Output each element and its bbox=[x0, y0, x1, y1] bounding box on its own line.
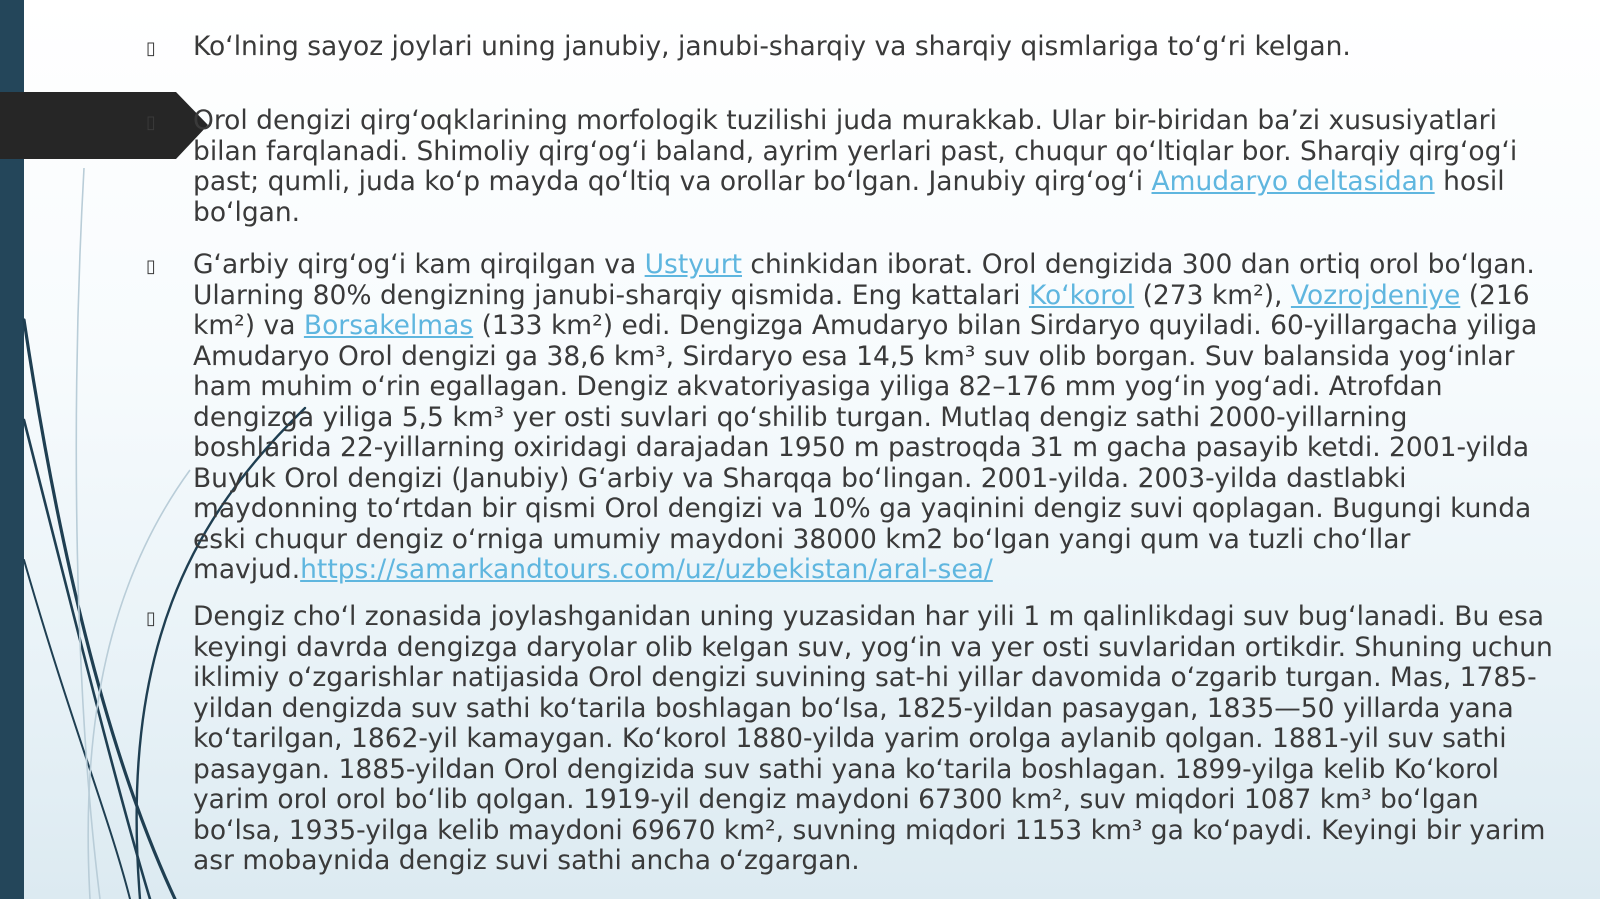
square-bullet-icon: ▯ bbox=[146, 256, 156, 277]
paragraph-text: (216 km²) va bbox=[193, 279, 1530, 341]
paragraph-3 bbox=[140, 250, 1553, 586]
link-vozrojdeniye[interactable]: Vozrojdeniye bbox=[1290, 279, 1461, 311]
paragraph-1 bbox=[140, 32, 1553, 63]
paragraph-text: Dengiz cho‘l zonasida joylashganidan uning yuzasidan har yili 1 m qalinlikdagi suv bug‘lanadi. Bu esa keyingi davrda dengizga daryolar olib kelgan suv, yog‘in va yer osti suvlaridan ortikdir. Shuning uchun iklimiy o‘zgarishlar natijasida Orol dengizi suvining sat-hi yillar davomida o‘zgarib turgan. Mas, 1785-yildan dengizda suv sathi ko‘tarila boshlagan bo‘lsa, 1825-yildan pasaygan, 1835—50 yillarda yana ko‘tarilgan, 1862-yil kamaygan. Ko‘korol 1880-yilda yarim orolga aylanib qolgan. 1881-yil suv sathi pasaygan. 1885-yildan Orol dengizida suv sathi yana ko‘tarila boshlagan. 1899-yilga kelib Ko‘korol yarim orol orol bo‘lib qolgan. 1919-yil dengiz maydoni 67300 km², suv miqdori 1087 km³ bo‘lgan bo‘lsa, 1935-yilga kelib maydoni 69670 km², suvning miqdori 1153 km³ ga ko‘paydi. Keyingi bir yarim asr mobaynida dengiz suvi sathi ancha o‘zgargan. bbox=[193, 601, 1553, 876]
square-bullet-icon: ▯ bbox=[146, 38, 156, 59]
link-samarkandtours[interactable]: https://samarkandtours.com/uz/uzbekistan/aral-sea/ bbox=[300, 554, 993, 585]
square-bullet-icon: ▯ bbox=[146, 608, 156, 629]
link-amudaryo-deltasidan[interactable]: Amudaryo deltasidan bbox=[1151, 166, 1435, 197]
paragraph-text: chinkidan iborat. Orol dengizida 300 dan ortiq orol bo‘lgan. Ularning 80% dengizning janubi-sharqiy qismida. Eng kattalari bbox=[193, 249, 1535, 311]
square-bullet-icon: ▯ bbox=[146, 112, 156, 133]
paragraph-text: G‘arbiy qirg‘og‘i kam qirqilgan va bbox=[193, 249, 645, 280]
paragraph-text: (133 km²) edi. Dengizga Amudaryo bilan Sirdaryo quyiladi. 60-yillargacha yiliga Amudaryo Orol dengizi ga 38,6 km³, Sirdaryo esa 14,5 km³ suv olib borgan. Suv balansida yog‘inlar ham muhim o‘rin egallagan. Dengiz akvatoriyasiga yiliga 82–176 mm yog‘in yog‘adi. Atrofdan dengizga yiliga 5,5 km³ yer osti suvlari qo‘shilib turgan. Mutlaq dengiz sathi 2000-yillarning boshlarida 22-yillarning oxiridagi darajadan 1950 m pastroqda 31 m gacha pasayib ketdi. 2001-yilda Buyuk Orol dengizi (Janubiy) G‘arbiy va Sharqqa bo‘lingan. 2001-yilda. 2003-yilda dastlabki maydonning to‘rtdan bir qismi Orol dengizi va 10% ga yaqinini dengiz suvi qoplagan. Bugungi kunda eski chuqur dengiz o‘rniga umumiy maydoni 38000 km2 bo‘lgan yangi qum va tuzli cho‘llar mavjud. bbox=[193, 310, 1538, 585]
paragraph-2 bbox=[140, 106, 1553, 228]
paragraph-text: Orol dengizi qirg‘oqklarining morfologik tuzilishi juda murakkab. Ular bir-biridan ba’zi xususiyatlari bilan farqlanadi. Shimoliy qirg‘og‘i baland, ayrim yerlari past, chuqur qo‘ltiqlar bor. Sharqiy qirg‘og‘i past; qumli, juda ko‘p mayda qo‘ltiq va orollar bo‘lgan. Janubiy qirg‘og‘i bbox=[193, 105, 1518, 197]
link-kokorol[interactable]: Ko‘korol bbox=[1028, 279, 1135, 311]
paragraph-text: (273 km²), bbox=[1134, 279, 1291, 311]
link-borsakelmas[interactable]: Borsakelmas bbox=[303, 310, 474, 341]
paragraph-text: hosil bo‘lgan. bbox=[193, 166, 1505, 228]
paragraph-4 bbox=[140, 602, 1553, 877]
paragraph-text: Ko‘lning sayoz joylari uning janubiy, janubi-sharqiy va sharqiy qismlariga to‘g‘ri kelgan. bbox=[193, 31, 1351, 62]
link-ustyurt[interactable]: Ustyurt bbox=[644, 249, 742, 280]
